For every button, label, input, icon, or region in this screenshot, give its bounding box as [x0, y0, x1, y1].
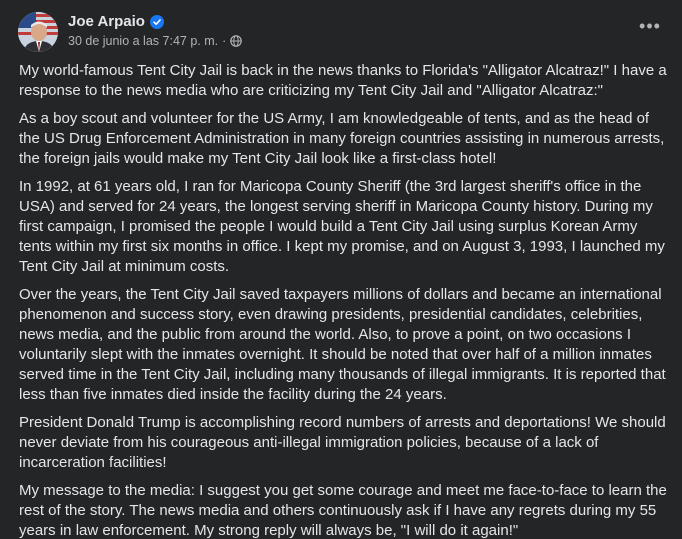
- post-paragraph: My world-famous Tent City Jail is back in the news thanks to Florida's "Alligator Alcatraz!" I have a response to the news media who are criticizing my Tent City Jail and "Alligator Alcatraz:": [19, 62, 667, 99]
- post-timestamp[interactable]: 30 de junio a las 7:47 p. m.: [68, 34, 219, 48]
- avatar-image: [18, 12, 58, 52]
- post-paragraph: Over the years, the Tent City Jail saved taxpayers millions of dollars and became an international phenomenon and success story, even drawing presidents, presidential candidates, celebrities, news media, and the public from around the world. Also, to prove a point, on two occasions I voluntarily slept with the inmates overnight. It should be noted that over half of a million inmates served time in the Tent City Jail, including many thousands of illegal immigrants. It is reported that less than five inmates died inside the facility during the 24 years.: [19, 286, 666, 403]
- post-paragraph: As a boy scout and volunteer for the US Army, I am knowledgeable of tents, and as the head of the US Drug Enforcement Administration in many foreign countries assisting in numerous arrests, the foreign jails would make my Tent City Jail look like a first-class hotel!: [19, 110, 665, 167]
- post-header: [18, 10, 670, 54]
- author-name-row: [68, 13, 164, 30]
- author-name[interactable]: Joe Arpaio: [68, 13, 145, 30]
- post-text: [19, 61, 671, 539]
- post-meta: [68, 34, 242, 48]
- more-options-icon[interactable]: •••: [639, 15, 661, 36]
- verified-badge-icon: [150, 15, 164, 29]
- globe-icon[interactable]: [230, 35, 242, 47]
- post-paragraph: President Donald Trump is accomplishing record numbers of arrests and deportations! We should never deviate from his courageous anti-illegal immigration policies, because of a lack of incarceration facilities!: [19, 414, 666, 471]
- author-avatar[interactable]: [18, 12, 58, 52]
- meta-separator: ·: [222, 34, 227, 48]
- post-paragraph: In 1992, at 61 years old, I ran for Maricopa County Sheriff (the 3rd largest sheriff's office in the USA) and served for 24 years, the longest serving sheriff in Maricopa County history. During my first campaign, I promised the people I would build a Tent City Jail using surplus Korean Army tents within my first six months in office. I kept my promise, and on August 3, 1993, I launched my Tent City Jail at minimum costs.: [19, 178, 665, 275]
- post-paragraph: My message to the media: I suggest you get some courage and meet me face-to-face to learn the rest of the story. The news media and others continuously ask if I have any regrets during my 55 years in law enforcement. My strong reply will always be, "I will do it again!": [19, 482, 667, 539]
